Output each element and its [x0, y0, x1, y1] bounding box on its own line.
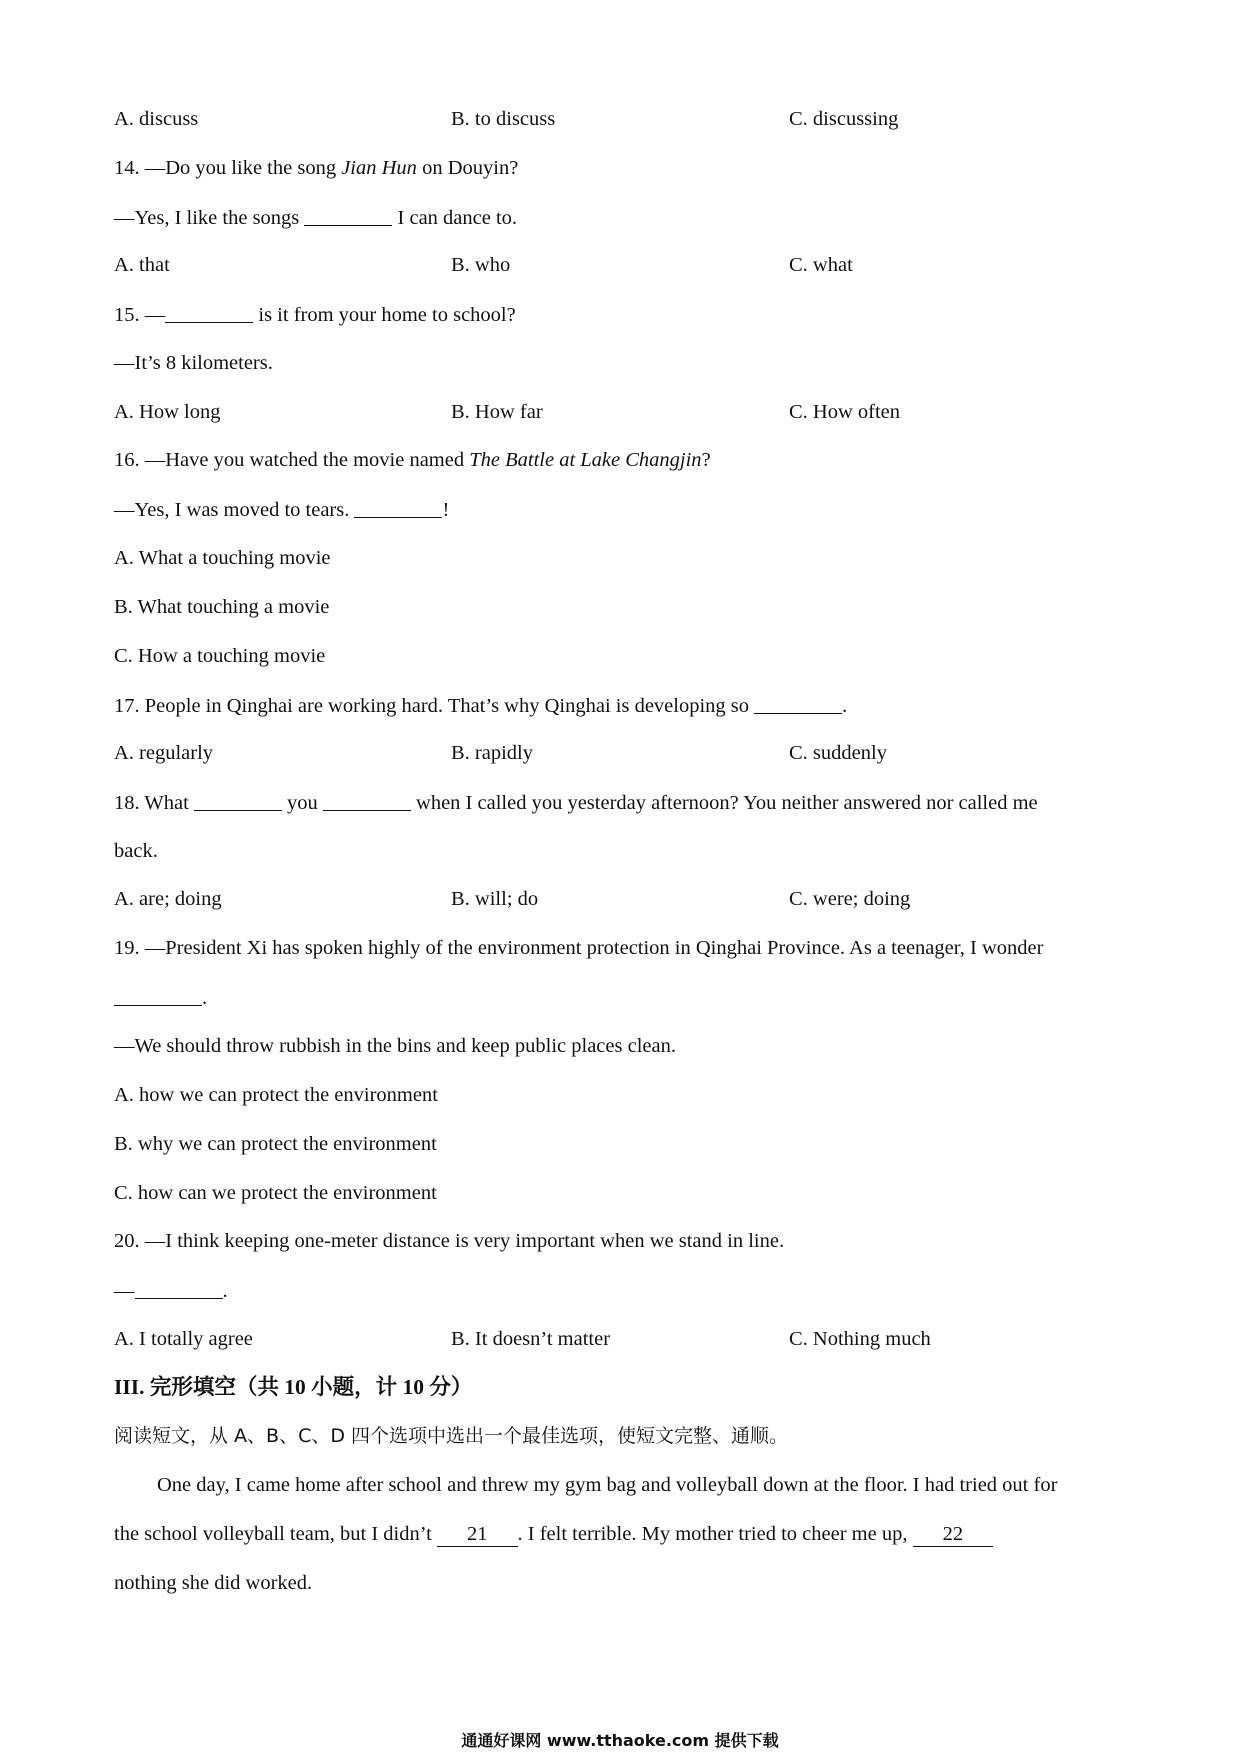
q14-options — [114, 255, 1124, 279]
q19-blank-line — [114, 987, 207, 1009]
q16-movie-title: The Battle at Lake Changjin — [469, 449, 702, 471]
q19-blank — [114, 987, 202, 1006]
q14-question — [114, 158, 518, 179]
q14-blank — [304, 207, 392, 226]
q20-options — [114, 1329, 1124, 1353]
q17-option-a[interactable]: A. regularly — [114, 742, 214, 764]
q20-answer-post: . — [222, 1280, 228, 1302]
q14-answer-pre: —Yes, I like the songs — [114, 207, 305, 229]
q16-option-b[interactable]: B. What touching a movie — [114, 596, 330, 618]
q16-blank — [354, 499, 442, 518]
q16-text-pre: 16. —Have you watched the movie named — [114, 449, 470, 471]
q15-option-c[interactable]: C. How often — [789, 401, 901, 423]
section-3-title: III. 完形填空（共 10 小题，计 10 分） — [114, 1375, 473, 1399]
q13-option-a[interactable]: A. discuss — [114, 108, 199, 130]
passage-text-mid: . I felt terrible. My mother tried to cheer me up, — [517, 1523, 913, 1545]
q20-option-a[interactable]: A. I totally agree — [114, 1328, 253, 1350]
q16-text-post: ? — [701, 449, 711, 471]
blank-21: 21 — [437, 1524, 518, 1547]
q14-text-pre: 14. —Do you like the song — [114, 157, 342, 179]
q17-text-pre: 17. People in Qinghai are working hard. That’s why Qinghai is developing so — [114, 695, 755, 717]
q19-question: 19. —President Xi has spoken highly of the environment protection in Qinghai Province. As a teenager, I wonder — [114, 937, 1044, 959]
q18-blank-2 — [323, 792, 411, 811]
passage-text-pre: the school volleyball team, but I didn’t — [114, 1523, 438, 1545]
q16-question — [114, 450, 711, 471]
q13-options — [114, 109, 1124, 133]
q14-text-post: on Douyin? — [416, 157, 519, 179]
q18-text-mid: you — [281, 792, 323, 814]
passage-line-2 — [114, 1524, 993, 1547]
q20-option-c[interactable]: C. Nothing much — [789, 1328, 931, 1350]
q17-option-c[interactable]: C. suddenly — [789, 742, 887, 764]
q15-answer-line: —It’s 8 kilometers. — [114, 352, 273, 374]
q18-text-post: when I called you yesterday afternoon? You neither answered nor called me — [410, 792, 1038, 814]
q15-blank — [165, 304, 253, 323]
q17-blank — [754, 695, 842, 714]
q18-option-c[interactable]: C. were; doing — [789, 888, 911, 910]
q14-option-b[interactable]: B. who — [451, 254, 511, 276]
q16-option-a[interactable]: A. What a touching movie — [114, 547, 331, 569]
q20-answer-pre: — — [114, 1280, 135, 1302]
q17-text-post: . — [842, 695, 848, 717]
q14-song-title: Jian Hun — [341, 157, 417, 179]
q14-option-c[interactable]: C. what — [789, 254, 853, 276]
q19-answer-line: —We should throw rubbish in the bins and keep public places clean. — [114, 1035, 676, 1057]
q15-text-pre: 15. — — [114, 304, 166, 326]
q19-blank-post: . — [202, 987, 208, 1009]
q17-option-b[interactable]: B. rapidly — [451, 742, 533, 764]
q14-answer-line — [114, 207, 517, 229]
q18-option-b[interactable]: B. will; do — [451, 888, 539, 910]
page-footer: 通通好课网 www.tthaoke.com 提供下载 — [461, 1731, 779, 1750]
q17-question — [114, 695, 847, 717]
blank-22: 22 — [913, 1524, 994, 1547]
q14-answer-post: I can dance to. — [392, 207, 518, 229]
q15-text-post: is it from your home to school? — [253, 304, 516, 326]
q16-answer-pre: —Yes, I was moved to tears. — [114, 499, 355, 521]
q16-answer-post: ! — [442, 499, 450, 521]
q18-blank-1 — [194, 792, 282, 811]
q18-question-cont: back. — [114, 840, 158, 862]
q18-question — [114, 792, 1038, 814]
q13-option-b[interactable]: B. to discuss — [451, 108, 556, 130]
q20-blank — [135, 1280, 223, 1299]
q20-question: 20. —I think keeping one-meter distance is very important when we stand in line. — [114, 1230, 785, 1252]
section-3-instruction: 阅读短文，从 A、B、C、D 四个选项中选出一个最佳选项，使短文完整、通顺。 — [114, 1425, 789, 1447]
q15-option-b[interactable]: B. How far — [451, 401, 543, 423]
q13-option-c[interactable]: C. discussing — [789, 108, 899, 130]
q18-options — [114, 889, 1124, 913]
q19-option-a[interactable]: A. how we can protect the environment — [114, 1084, 438, 1106]
q18-text-pre: 18. What — [114, 792, 194, 814]
q15-options — [114, 402, 1124, 426]
q16-answer-line — [114, 499, 449, 521]
q16-option-c[interactable]: C. How a touching movie — [114, 645, 326, 667]
passage-line-1: One day, I came home after school and threw my gym bag and volleyball down at the floor. I had tried out for — [157, 1474, 1058, 1496]
passage-line-3: nothing she did worked. — [114, 1572, 313, 1594]
q19-option-b[interactable]: B. why we can protect the environment — [114, 1133, 437, 1155]
q14-option-a[interactable]: A. that — [114, 254, 170, 276]
q20-answer-line — [114, 1280, 228, 1302]
q17-options — [114, 743, 1124, 767]
q18-option-a[interactable]: A. are; doing — [114, 888, 222, 910]
q20-option-b[interactable]: B. It doesn’t matter — [451, 1328, 611, 1350]
q15-question — [114, 304, 516, 326]
q19-option-c[interactable]: C. how can we protect the environment — [114, 1182, 437, 1204]
q15-option-a[interactable]: A. How long — [114, 401, 221, 423]
